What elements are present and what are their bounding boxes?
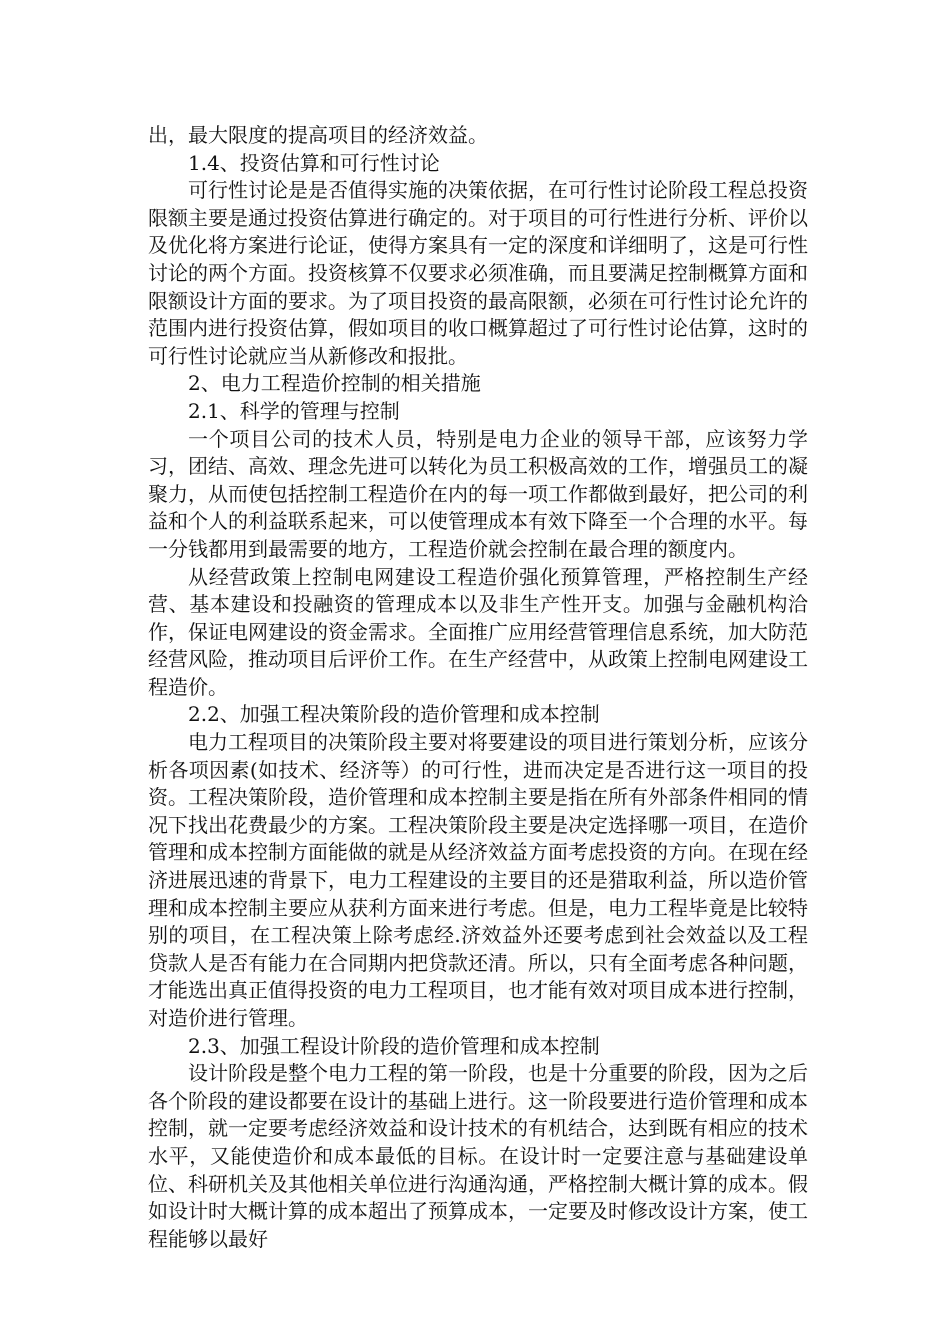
paragraph-continued-intro: 出，最大限度的提高项目的经济效益。 bbox=[148, 123, 488, 147]
paragraph-design-stage: 设计阶段是整个电力工程的第一阶段，也是十分重要的阶段，因为之后各个阶段的建设都要在设计的基础上进行。这一阶段要进行造价管理和成本控制，就一定要考虑经济效益和设计技术的有机结合，达到既有相应的技术水平，又能使造价和成本最低的目标。在设计时一定要注意与基础建设单位、科研机关及其他相关单位进行沟通沟通，严格控制大概计算的成本。假如设计时大概计算的成本超出了预算成本，一定要及时修改设计方案，使工程能够以最好 bbox=[148, 1061, 808, 1251]
section-heading-2-3: 2.3、加强工程设计阶段的造价管理和成本控制 bbox=[188, 1033, 600, 1058]
document-page bbox=[148, 122, 808, 1253]
section-heading-2-1: 2.1、科学的管理与控制 bbox=[188, 398, 400, 423]
paragraph-policy: 从经营政策上控制电网建设工程造价强化预算管理，严格控制生产经营、基本建设和投融资的管理成本以及非生产性开支。加强与金融机构洽作，保证电网建设的资金需求。全面推广应用经营管理信息系统，加大防范经营风险，推动项目后评价工作。在生产经营中，从政策上控制电网建设工程造价。 bbox=[148, 564, 808, 699]
paragraph-management: 一个项目公司的技术人员，特别是电力企业的领导干部，应该努力学习，团结、高效、理念先进可以转化为员工积极高效的工作，增强员工的凝聚力，从而使包括控制工程造价在内的每一项工作都做到最好，把公司的利益和个人的利益联系起来，可以使管理成本有效下降至一个合理的水平。每一分钱都用到最需要的地方，工程造价就会控制在最合理的额度内。 bbox=[148, 426, 808, 561]
paragraph-decision-stage: 电力工程项目的决策阶段主要对将要建设的项目进行策划分析，应该分析各项因素(如技术、经济等）的可行性，进而决定是否进行这一项目的投资。工程决策阶段，造价管理和成本控制主要是指在所有外部条件相同的情况下找出花费最少的方案。工程决策阶段主要是决定选择哪一项目，在造价管理和成本控制方面能做的就是从经济效益方面考虑投资的方向。在现在经济进展迅速的背景下，电力工程建设的主要目的还是猎取利益，所以造价管理和成本控制主要应从获利方面来进行考虑。但是，电力工程毕竟是比较特别的项目，在工程决策上除考虑经.济效益外还要考虑到社会效益以及工程贷款人是否有能力在合同期内把贷款还清。所以，只有全面考虑各种问题，才能选出真正值得投资的电力工程项目，也才能有效对项目成本进行控制，对造价进行管理。 bbox=[148, 730, 808, 1030]
section-heading-1-4: 1.4、投资估算和可行性讨论 bbox=[188, 150, 440, 175]
section-heading-2: 2、电力工程造价控制的相关措施 bbox=[188, 371, 481, 396]
paragraph-feasibility: 可行性讨论是是否值得实施的决策依据，在可行性讨论阶段工程总投资限额主要是通过投资估算进行确定的。对于项目的可行性进行分析、评价以及优化将方案进行论证，使得方案具有一定的深度和详细明了，这是可行性讨论的两个方面。投资核算不仅要求必须准确，而且要满足控制概算方面和限额设计方面的要求。为了项目投资的最高限额，必须在可行性讨论允许的范围内进行投资估算，假如项目的收口概算超过了可行性讨论估算，这时的可行性讨论就应当从新修改和报批。 bbox=[148, 178, 808, 368]
section-heading-2-2: 2.2、加强工程决策阶段的造价管理和成本控制 bbox=[188, 702, 600, 727]
